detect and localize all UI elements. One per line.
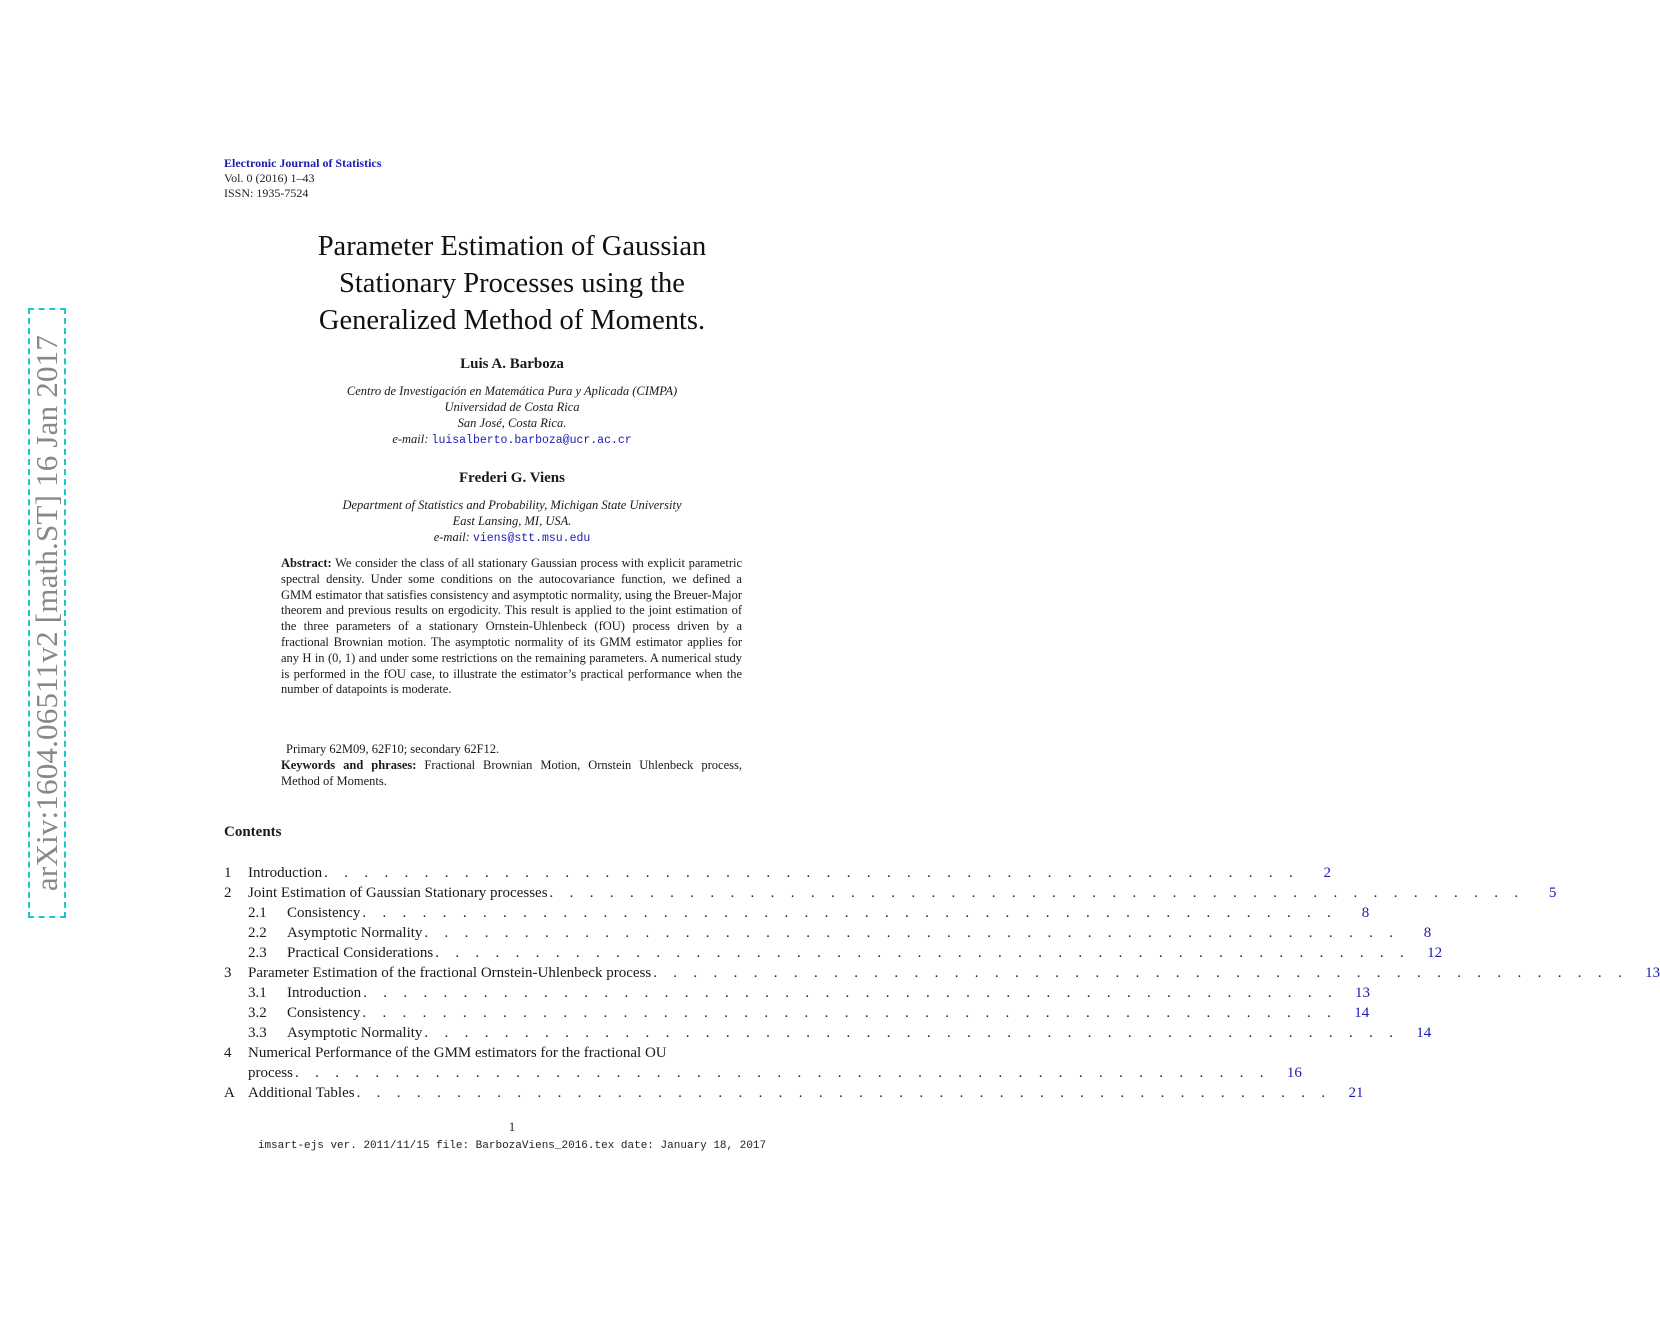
msc-classification: Primary 62M09, 62F10; secondary 62F12. [286, 742, 500, 756]
journal-name-link[interactable]: Electronic Journal of Statistics [224, 156, 382, 170]
toc-number: 3.3 [248, 1025, 267, 1041]
toc-leader-dots: . . . . . . . . . . . . . . . . . . . . . . . . . . . . . . . . . . . . . . . . . . . . . . . . . [362, 1005, 1338, 1021]
toc-page-link[interactable]: 8 [1423, 925, 1432, 941]
toc-entry[interactable] [224, 883, 1557, 903]
affiliation-line: Centro de Investigación en Matemática Pura y Aplicada (CIMPA) [346, 384, 678, 398]
email-line [224, 431, 800, 449]
title-line: Stationary Processes using the [339, 268, 685, 299]
toc-number: A [224, 1085, 235, 1101]
toc-page-link[interactable]: 21 [1348, 1085, 1364, 1101]
journal-volume: Vol. 0 (2016) 1–43 [224, 171, 315, 185]
toc-leader-dots: . . . . . . . . . . . . . . . . . . . . . . . . . . . . . . . . . . . . . . . . . . . . . . . . . [549, 885, 1525, 901]
toc-leader-dots: . . . . . . . . . . . . . . . . . . . . . . . . . . . . . . . . . . . . . . . . . . . . . . . . . [435, 945, 1411, 961]
toc-title: Consistency [287, 905, 361, 921]
toc-entry[interactable] [224, 983, 1371, 1003]
toc-page-link[interactable]: 14 [1416, 1025, 1432, 1041]
toc-title: Asymptotic Normality [287, 1025, 423, 1041]
title-line: Parameter Estimation of Gaussian [317, 231, 707, 262]
toc-number: 3.2 [248, 1005, 267, 1021]
author-name: Luis A. Barboza [460, 356, 564, 372]
toc-page-link[interactable]: 2 [1323, 865, 1332, 881]
email-link[interactable]: viens@stt.msu.edu [472, 532, 591, 545]
toc-leader-dots: . . . . . . . . . . . . . . . . . . . . . . . . . . . . . . . . . . . . . . . . . . . . . . . . . [424, 1025, 1400, 1041]
toc-title: Asymptotic Normality [287, 925, 423, 941]
toc-number: 1 [224, 865, 232, 881]
toc-leader-dots: . . . . . . . . . . . . . . . . . . . . . . . . . . . . . . . . . . . . . . . . . . . . . . . . . [324, 865, 1300, 881]
keywords-text: Fractional Brownian Motion, Ornstein Uhlenbeck process, Method of Moments. [281, 758, 743, 788]
toc-leader-dots: . . . . . . . . . . . . . . . . . . . . . . . . . . . . . . . . . . . . . . . . . . . . . . . . . [356, 1085, 1332, 1101]
toc-leader-dots: . . . . . . . . . . . . . . . . . . . . . . . . . . . . . . . . . . . . . . . . . . . . . . . . . [424, 925, 1400, 941]
toc-page-link[interactable]: 13 [1645, 965, 1660, 981]
toc-page-link[interactable]: 5 [1548, 885, 1557, 901]
table-of-contents [224, 863, 1660, 1103]
toc-title: Numerical Performance of the GMM estimators for the fractional OU [248, 1045, 667, 1061]
abstract-text: We consider the class of all stationary Gaussian process with explicit parametric spectral density. Under some conditions on the autocovariance function, we defined a GMM estimator that satisfies consistency and asymptotic normality, using the Breuer-Major theorem and previous results on ergodicity. This result is applied to the joint estimation of the three parameters of a stationary Ornstein-Uhlenbeck (fOU) process driven by a fractional Brownian motion. The asymptotic normality of its GMM estimator applies for any H in (0, 1) and under some restrictions on the remaining parameters. A numerical study is performed in the fOU case, to illustrate the estimator’s practical performance when the number of datapoints is moderate. [281, 556, 743, 697]
toc-entry-continuation[interactable] [224, 1063, 1302, 1083]
footer-file-info: imsart-ejs ver. 2011/11/15 file: BarbozaViens_2016.tex date: January 18, 2017 [257, 1140, 767, 1152]
toc-page-link[interactable]: 13 [1355, 985, 1371, 1001]
toc-leader-dots: . . . . . . . . . . . . . . . . . . . . . . . . . . . . . . . . . . . . . . . . . . . . . . . . . [295, 1065, 1270, 1081]
email-label: e-mail: [433, 530, 470, 544]
toc-entry[interactable] [224, 943, 1443, 963]
toc-title: Introduction [287, 985, 362, 1001]
toc-page-link[interactable]: 16 [1286, 1065, 1302, 1081]
toc-entry[interactable] [224, 1083, 1364, 1103]
affiliation-line: Universidad de Costa Rica [444, 400, 580, 414]
keywords [281, 758, 742, 790]
author-block [224, 356, 800, 449]
toc-entry[interactable] [224, 863, 1332, 883]
email-label: e-mail: [392, 432, 429, 446]
toc-number: 4 [224, 1045, 232, 1061]
journal-issn: ISSN: 1935-7524 [224, 186, 309, 200]
toc-entry[interactable] [224, 903, 1370, 923]
toc-page-link[interactable]: 14 [1354, 1005, 1370, 1021]
journal-header [224, 156, 381, 201]
email-line [224, 529, 800, 547]
toc-number: 3 [224, 965, 232, 981]
toc-entry[interactable] [224, 1043, 800, 1063]
email-link[interactable]: luisalberto.barboza@ucr.ac.cr [431, 434, 632, 447]
toc-title: process [248, 1065, 293, 1081]
toc-title: Practical Considerations [287, 945, 434, 961]
toc-number: 2.1 [248, 905, 267, 921]
author-name: Frederi G. Viens [459, 470, 565, 486]
toc-title: Parameter Estimation of the fractional Ornstein-Uhlenbeck process [248, 965, 652, 981]
keywords-label: Keywords and phrases: [281, 758, 417, 772]
affiliation-line: East Lansing, MI, USA. [452, 514, 572, 528]
arxiv-stamp[interactable] [28, 308, 66, 918]
contents-heading: Contents [224, 824, 282, 840]
toc-entry[interactable] [224, 963, 1660, 983]
toc-entry[interactable] [224, 923, 1432, 943]
toc-entry[interactable] [224, 1023, 1432, 1043]
toc-page-link[interactable]: 12 [1427, 945, 1443, 961]
author-block [224, 470, 800, 547]
paper-title [224, 228, 800, 339]
toc-leader-dots: . . . . . . . . . . . . . . . . . . . . . . . . . . . . . . . . . . . . . . . . . . . . . . . . . [362, 905, 1338, 921]
toc-number: 2 [224, 885, 232, 901]
toc-title: Joint Estimation of Gaussian Stationary processes [248, 885, 548, 901]
toc-number: 2.2 [248, 925, 267, 941]
toc-title: Introduction [248, 865, 323, 881]
toc-number: 3.1 [248, 985, 267, 1001]
title-line: Generalized Method of Moments. [318, 305, 706, 336]
toc-page-link[interactable]: 8 [1361, 905, 1370, 921]
toc-title: Additional Tables [248, 1085, 355, 1101]
toc-leader-dots: . . . . . . . . . . . . . . . . . . . . . . . . . . . . . . . . . . . . . . . . . . . . . . . . . [363, 985, 1339, 1001]
abstract [281, 556, 742, 698]
page-number: 1 [508, 1120, 516, 1134]
affiliation-line: San José, Costa Rica. [457, 416, 567, 430]
arxiv-identifier[interactable]: arXiv:1604.06511v2 [math.ST] 16 Jan 2017 [29, 334, 64, 892]
toc-number: 2.3 [248, 945, 267, 961]
abstract-label: Abstract: [281, 556, 332, 570]
toc-title: Consistency [287, 1005, 361, 1021]
affiliation-line: Department of Statistics and Probability, Michigan State University [342, 498, 682, 512]
toc-entry[interactable] [224, 1003, 1370, 1023]
toc-leader-dots: . . . . . . . . . . . . . . . . . . . . . . . . . . . . . . . . . . . . . . . . . . . . . . . . . [653, 965, 1629, 981]
